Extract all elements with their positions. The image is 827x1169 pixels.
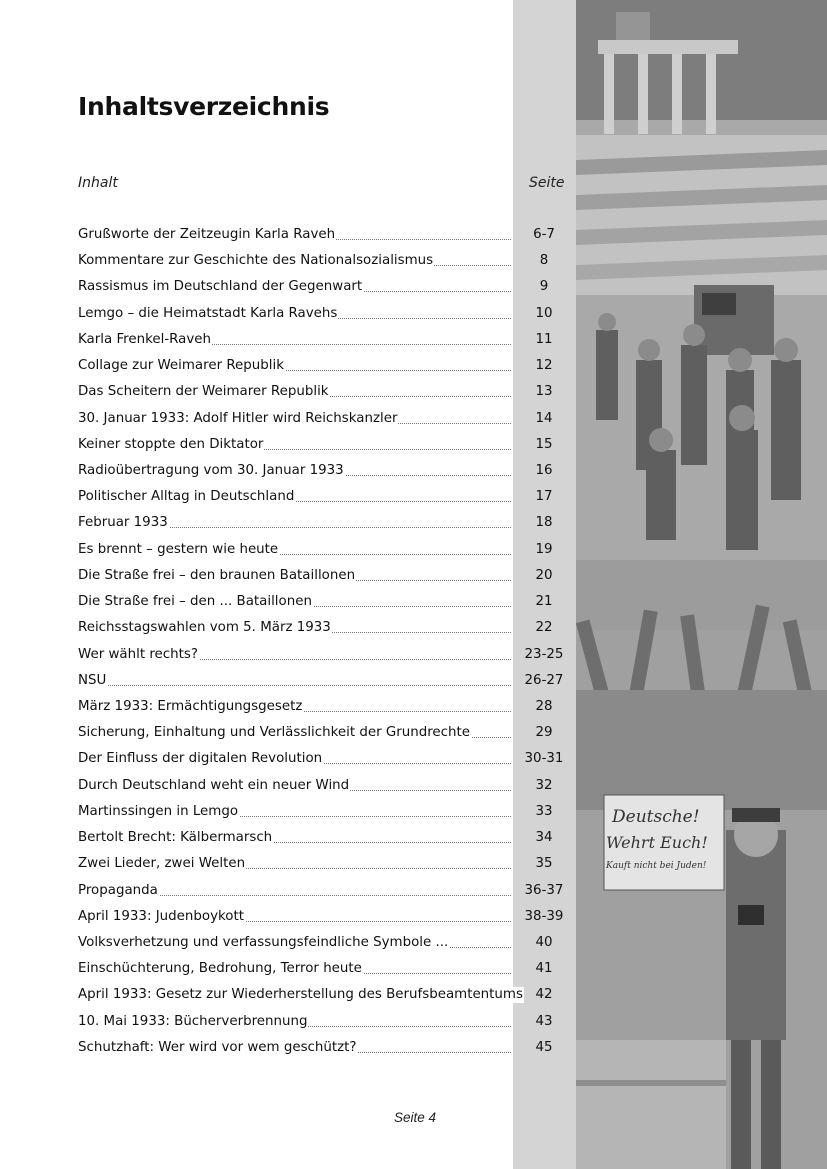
toc-entry (78, 794, 568, 820)
toc-entry (78, 453, 568, 479)
toc-entry-title: Wer wählt rechts? (78, 646, 198, 662)
toc-entry (78, 401, 568, 427)
toc-entry (78, 741, 568, 767)
toc-entry-page: 10 (535, 305, 553, 321)
toc-entry-page: 26-27 (524, 672, 564, 688)
toc-entry-title: Kommentare zur Geschichte des Nationalsozialismus (78, 253, 434, 269)
toc-entry-page: 28 (535, 698, 553, 714)
page-number: Seite 4 (394, 1110, 437, 1125)
toc-entry-page: 29 (535, 725, 553, 741)
toc-entry-title: NSU (78, 672, 107, 688)
toc-entry (78, 715, 568, 741)
toc-entry-title: Bertolt Brecht: Kälbermarsch (78, 830, 273, 846)
toc-entry-title: 10. Mai 1933: Bücherverbrennung (78, 1013, 308, 1029)
toc-entry-title: April 1933: Judenboykott (78, 908, 244, 924)
toc-entry (78, 296, 568, 322)
toc-entry-title: Die Straße frei – den ... Bataillonen (78, 594, 312, 610)
toc-entry-page: 20 (535, 567, 553, 583)
toc-entry-title: Das Scheitern der Weimarer Republik (78, 384, 329, 400)
content-column-header: Inhalt (78, 175, 118, 191)
toc-entry-page: 30-31 (524, 751, 564, 767)
toc-entry (78, 217, 568, 243)
toc-entry-title: Der Einfluss der digitalen Revolution (78, 751, 323, 767)
toc-entry-page: 12 (535, 358, 553, 374)
toc-entry (78, 846, 568, 872)
toc-entry (78, 925, 568, 951)
toc-entry-title: Collage zur Weimarer Republik (78, 358, 284, 374)
toc-entry (78, 689, 568, 715)
toc-entry-page: 38-39 (524, 908, 564, 924)
toc-entry-page: 34 (535, 830, 553, 846)
photo-collage-graphic (576, 0, 827, 1169)
toc-entry (78, 322, 568, 348)
toc-entry-title: Sicherung, Einhaltung und Verlässlichkeit der Grundrechte (78, 725, 471, 741)
toc-entry (78, 1004, 568, 1030)
toc-entry-page: 33 (535, 803, 553, 819)
toc-entry-title: Karla Frenkel-Raveh (78, 331, 212, 347)
toc-entry-page: 21 (535, 594, 553, 610)
toc-entry-page: 18 (535, 515, 553, 531)
toc-entry-title: Rassismus im Deutschland der Gegenwart (78, 279, 363, 295)
toc-entry-page: 14 (535, 410, 553, 426)
sign-text-line3: Kauft nicht bei Juden! (606, 861, 707, 871)
toc-entry (78, 243, 568, 269)
toc-entry-title: April 1933: Gesetz zur Wiederherstellung des Berufsbeamtentums (78, 987, 523, 1003)
toc-entry-page: 16 (535, 462, 553, 478)
toc-entry-page: 17 (535, 489, 553, 505)
toc-entry (78, 584, 568, 610)
toc-entry-page: 22 (535, 620, 553, 636)
toc-entry-page: 36-37 (524, 882, 564, 898)
sign-text-line2: Wehrt Euch! (606, 833, 708, 852)
toc-entry-title: März 1933: Ermächtigungsgesetz (78, 698, 303, 714)
toc-entry (78, 558, 568, 584)
toc-entry (78, 479, 568, 505)
toc-entry (78, 1030, 568, 1056)
toc-entry (78, 505, 568, 531)
toc-entry-title: Einschüchterung, Bedrohung, Terror heute (78, 961, 362, 977)
toc-entry (78, 610, 568, 636)
toc-entry-title: Grußworte der Zeitzeugin Karla Raveh (78, 227, 336, 242)
toc-entry-title: Februar 1933 (78, 515, 168, 531)
toc-entry-page: 42 (535, 987, 553, 1003)
page-column-header: Seite (529, 175, 565, 191)
toc-entry (78, 899, 568, 925)
historical-photo-collage (576, 0, 827, 1169)
toc-entry-title: Lemgo – die Heimatstadt Karla Ravehs (78, 305, 338, 321)
toc-entry-page: 11 (535, 331, 553, 347)
toc-entry-title: Volksverhetzung und verfassungsfeindliche Symbole ... (78, 934, 449, 950)
toc-entry-title: Es brennt – gestern wie heute (78, 541, 279, 557)
toc-entry-title: Die Straße frei – den braunen Bataillonen (78, 567, 356, 583)
page-title: Inhaltsverzeichnis (78, 92, 330, 121)
toc-entry-title: Reichsstagswahlen vom 5. März 1933 (78, 620, 331, 636)
toc-entry (78, 269, 568, 295)
toc-entry-title: Radioübertragung vom 30. Januar 1933 (78, 462, 344, 478)
toc-entry-title: Schutzhaft: Wer wird vor wem geschützt? (78, 1039, 357, 1055)
toc-entry-title: Martinssingen in Lemgo (78, 803, 239, 819)
toc-entry-page: 19 (535, 541, 553, 557)
toc-entry-title: Keiner stoppte den Diktator (78, 436, 264, 452)
toc-entry (78, 768, 568, 794)
toc-entry (78, 663, 568, 689)
toc-entry-title: Zwei Lieder, zwei Welten (78, 856, 246, 872)
toc-entry-page: 45 (535, 1039, 553, 1055)
toc-entry (78, 427, 568, 453)
toc-entry-page: 35 (535, 856, 553, 872)
toc-entry (78, 532, 568, 558)
toc-entry-page: 32 (535, 777, 553, 793)
toc-entry-page: 9 (539, 279, 549, 295)
toc-entry (78, 873, 568, 899)
toc-entry (78, 820, 568, 846)
toc-entry-title: 30. Januar 1933: Adolf Hitler wird Reichskanzler (78, 410, 398, 426)
toc-entry-title: Durch Deutschland weht ein neuer Wind (78, 777, 350, 793)
toc-entry-page: 43 (535, 1013, 553, 1029)
toc-entry-page: 13 (535, 384, 553, 400)
toc-entry-page: 23-25 (524, 646, 564, 662)
toc-dot-leader (78, 685, 511, 686)
toc-entry (78, 951, 568, 977)
toc-entry (78, 977, 568, 1003)
toc-entry (78, 348, 568, 374)
toc-entry-title: Politischer Alltag in Deutschland (78, 489, 295, 505)
toc-entry-page: 41 (535, 961, 553, 977)
toc-entry-page: 6-7 (533, 227, 555, 242)
toc-entry-title: Propaganda (78, 882, 158, 898)
toc-entry-page: 40 (535, 934, 553, 950)
toc-entry-page: 15 (535, 436, 553, 452)
toc-entry-page: 8 (539, 253, 549, 269)
toc-entry (78, 637, 568, 663)
toc-entry (78, 374, 568, 400)
sign-text-line1: Deutsche! (612, 807, 700, 827)
